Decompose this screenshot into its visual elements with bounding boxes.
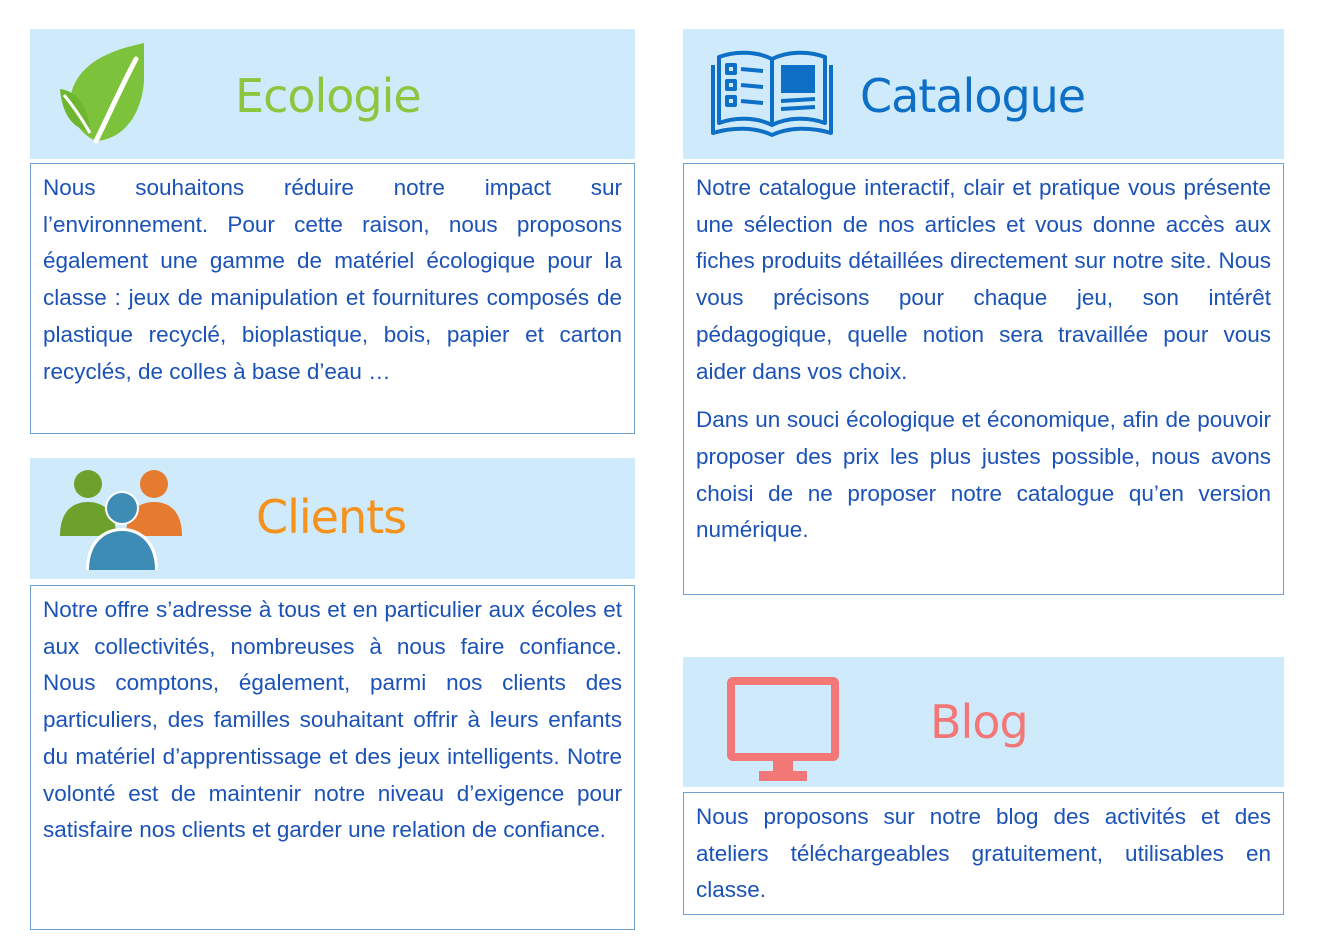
clients-header [30,458,635,579]
monitor-icon [727,677,839,783]
catalogue-title: Catalogue [860,69,1086,123]
ecologie-header [30,29,635,159]
leaf-icon [56,41,148,145]
open-book-icon [711,45,833,139]
ecologie-paragraph: Nous souhaitons réduire notre impact sur l’environnement. Pour cette raison, nous proposons également une gamme de matériel écologique pour la classe : jeux de manipulation et fournitures composés de plastique recyclé, bioplastique, bois, papier et carton recyclés, de colles à base d’eau … [43,175,622,384]
clients-text-box [30,585,635,930]
blog-text-box [683,792,1284,915]
catalogue-header [683,29,1284,159]
blog-header [683,657,1284,787]
ecologie-text-box [30,163,635,434]
catalogue-paragraph-2: Dans un souci écologique et économique, afin de pouvoir proposer des prix les plus justes possible, nous avons choisi de ne proposer notre catalogue qu’en version numérique. [696,407,1271,543]
blog-title: Blog [930,695,1028,749]
clients-title: Clients [256,490,407,544]
catalogue-text-box [683,163,1284,595]
blog-paragraph: Nous proposons sur notre blog des activités et des ateliers téléchargeables gratuitement, utilisables en classe. [696,804,1271,903]
people-group-icon [58,466,186,572]
ecologie-title: Ecologie [235,69,421,123]
clients-paragraph: Notre offre s’adresse à tous et en particulier aux écoles et aux collectivités, nombreuses à nous faire confiance. Nous comptons, également, parmi nos clients des particuliers, des familles souhaitant offrir à leurs enfants du matériel d’apprentissage et des jeux intelligents. Notre volonté est de maintenir notre niveau d’exigence pour satisfaire nos clients et garder une relation de confiance. [43,597,622,843]
catalogue-paragraph-1: Notre catalogue interactif, clair et pratique vous présente une sélection de nos articles et vous donne accès aux fiches produits détaillées directement sur notre site. Nous vous précisons pour chaque jeu, son intérêt pédagogique, quelle notion sera travaillée pour vous aider dans vos choix. [696,175,1271,384]
